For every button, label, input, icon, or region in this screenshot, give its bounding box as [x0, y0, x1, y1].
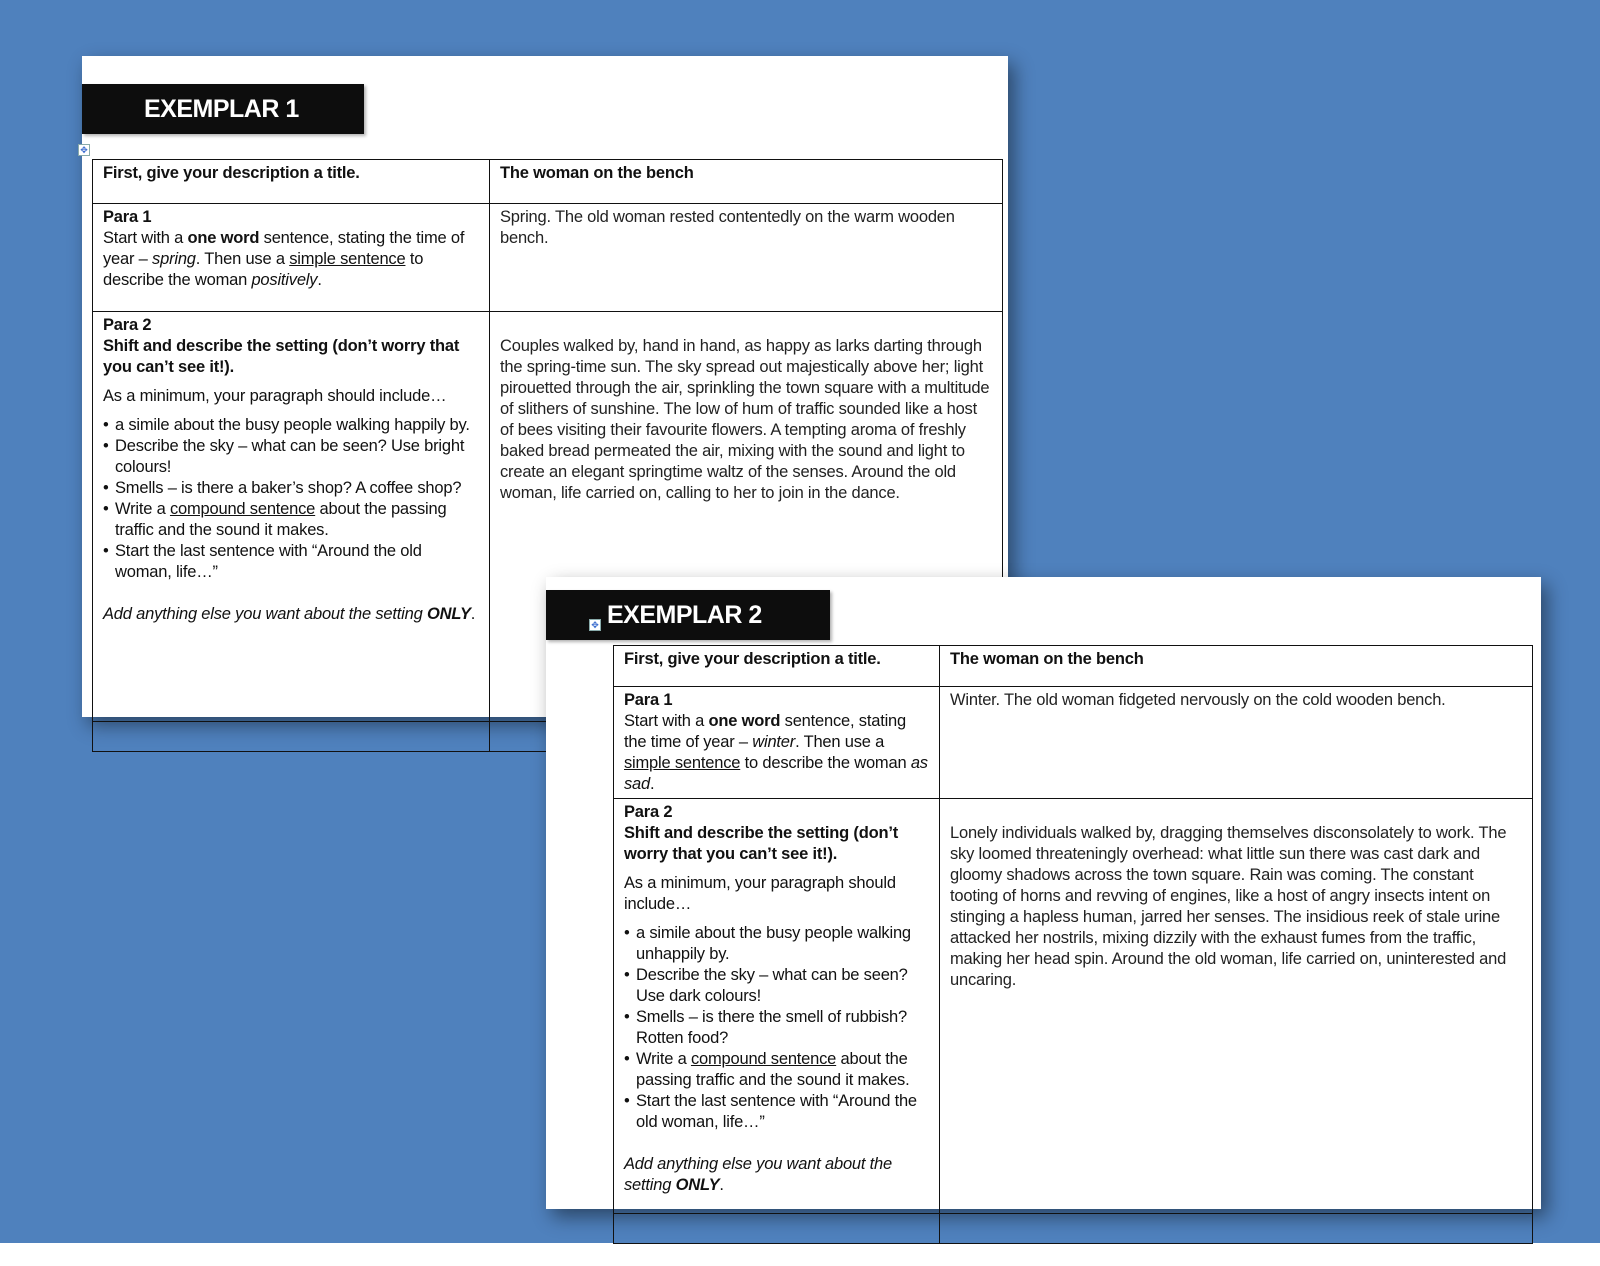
text-run: ONLY	[675, 1176, 720, 1194]
para1-instruction-cell	[93, 204, 490, 312]
title-prompt: First, give your description a title.	[93, 160, 490, 204]
para1-heading: Para 1	[624, 691, 673, 709]
para2-intro: As a minimum, your paragraph should include…	[624, 874, 896, 913]
text-run: Start the last sentence with “Around the old woman, life…”	[636, 1092, 917, 1131]
bullet-item	[636, 965, 929, 1007]
text-run: a simile about the busy people walking happily by.	[115, 416, 470, 434]
title-answer: The woman on the bench	[940, 646, 1533, 687]
text-run: Smells – is there the smell of rubbish? Rotten food?	[636, 1008, 907, 1047]
bullet-item	[636, 923, 929, 965]
para2-bullets	[624, 923, 929, 1133]
text-run: compound sentence	[690, 1050, 837, 1068]
para2-footer	[103, 604, 479, 625]
text-run: sentence, stating the time of year –	[103, 229, 465, 268]
text-run: Start with a	[103, 229, 188, 247]
exemplar-2-table	[613, 645, 1533, 1244]
text-run: spring	[152, 250, 196, 268]
para1-answer: Winter. The old woman fidgeted nervously on the cold wooden bench.	[940, 687, 1533, 799]
text-run: Write a	[115, 500, 170, 518]
title-answer: The woman on the bench	[490, 160, 1003, 204]
text-run: Write a	[636, 1050, 691, 1068]
text-run: one word	[187, 229, 260, 247]
text-run: simple sentence	[289, 250, 406, 268]
table-row	[614, 687, 1533, 799]
bullet-item	[636, 1091, 929, 1133]
text-run: Smells – is there a baker’s shop? A coffee shop?	[115, 479, 462, 497]
text-run: Start the last sentence with “Around the old woman, life…”	[115, 542, 422, 581]
text-run: Add anything else you want about the setting	[624, 1155, 892, 1194]
text-run: simple sentence	[624, 754, 741, 772]
text-run: Add anything else you want about the setting	[103, 605, 427, 623]
text-run: sentence, stating the time of year –	[624, 712, 906, 751]
para2-intro: As a minimum, your paragraph should include…	[103, 387, 447, 405]
text-run: to describe the woman	[103, 250, 424, 289]
text-run: positively	[251, 271, 318, 289]
exemplar-1-banner: EXEMPLAR 1	[82, 84, 364, 134]
text-run: as sad	[624, 754, 928, 793]
para2-instruction-cell	[614, 799, 940, 1214]
para2-bullets	[103, 415, 479, 583]
para2-answer: Lonely individuals walked by, dragging themselves disconsolately to work. The sky loomed threateningly overhead: what little sun there was cast dark and gloomy shadows across the town square. Rain was coming. The constant tooting of horns and revving of engines, like a host of angry insects intent on stinging a hapless human, jarred her senses. The insidious reek of stale urine attacked her nostrils, mixing dizzily with the exhaust fumes from the traffic, making her head spin. Around the old woman, life carried on, uninterested and uncaring.	[940, 799, 1533, 1214]
table-row	[614, 799, 1533, 1214]
para2-subheading: Shift and describe the setting (don’t worry that you can’t see it!).	[103, 337, 460, 376]
text-run: Describe the sky – what can be seen? Use bright colours!	[115, 437, 465, 476]
para2-footer	[624, 1154, 929, 1196]
text-run: one word	[708, 712, 781, 730]
text-run: .	[719, 1176, 724, 1194]
bullet-item	[636, 1007, 929, 1049]
text-run: ONLY	[426, 605, 471, 623]
text-run: about the passing traffic and the sound it makes.	[636, 1050, 910, 1089]
text-run: to describe the woman	[740, 754, 911, 772]
text-run: .	[470, 605, 476, 623]
para2-subheading: Shift and describe the setting (don’t worry that you can’t see it!).	[624, 824, 899, 863]
text-run: a simile about the busy people walking unhappily by.	[636, 924, 911, 963]
para2-heading: Para 2	[624, 803, 673, 821]
bullet-item	[115, 415, 479, 436]
para2-heading: Para 2	[103, 316, 152, 334]
para2-answer: Couples walked by, hand in hand, as happy as larks darting through the spring-time sun. The sky spread out majestically above her; light pirouetted through the air, sprinkling the town square with a multitude of slithers of sunshine. The low of hum of traffic sounded like a host of bees visiting their favourite flowers. A tempting aroma of freshly baked bread permeated the air, mixing with the sound and light to create an elegant springtime waltz of the senses. Around the old woman, life carried on, calling to her to join in the dance.	[490, 312, 1003, 722]
table-move-handle-icon[interactable]: ✥	[78, 144, 90, 156]
text-run: compound sentence	[169, 500, 316, 518]
para2-instruction-cell	[93, 312, 490, 722]
para1-heading: Para 1	[103, 208, 152, 226]
table-row	[93, 160, 1003, 204]
text-run: about the passing traffic and the sound it makes.	[115, 500, 447, 539]
para1-instruction	[624, 711, 929, 795]
bullet-item	[115, 541, 479, 583]
bullet-item	[636, 1049, 929, 1091]
para1-instruction	[103, 228, 479, 291]
bullet-item	[115, 499, 479, 541]
table-row	[614, 1214, 1533, 1244]
table-row	[93, 204, 1003, 312]
text-run: Describe the sky – what can be seen? Use dark colours!	[636, 966, 908, 1005]
title-prompt: First, give your description a title.	[614, 646, 940, 687]
table-row	[614, 646, 1533, 687]
text-run: . Then use a	[195, 250, 290, 268]
bullet-item	[115, 478, 479, 499]
exemplar-2-page	[546, 577, 1541, 1209]
text-run: Start with a	[624, 712, 709, 730]
text-run: .	[317, 271, 322, 289]
para1-answer: Spring. The old woman rested contentedly on the warm wooden bench.	[490, 204, 1003, 312]
text-run: . Then use a	[795, 733, 885, 751]
table-move-handle-icon[interactable]: ✥	[589, 619, 601, 631]
para1-instruction-cell	[614, 687, 940, 799]
exemplar-2-banner: EXEMPLAR 2	[546, 590, 830, 640]
bullet-item	[115, 436, 479, 478]
text-run: .	[650, 775, 655, 793]
text-run: winter	[752, 733, 796, 751]
